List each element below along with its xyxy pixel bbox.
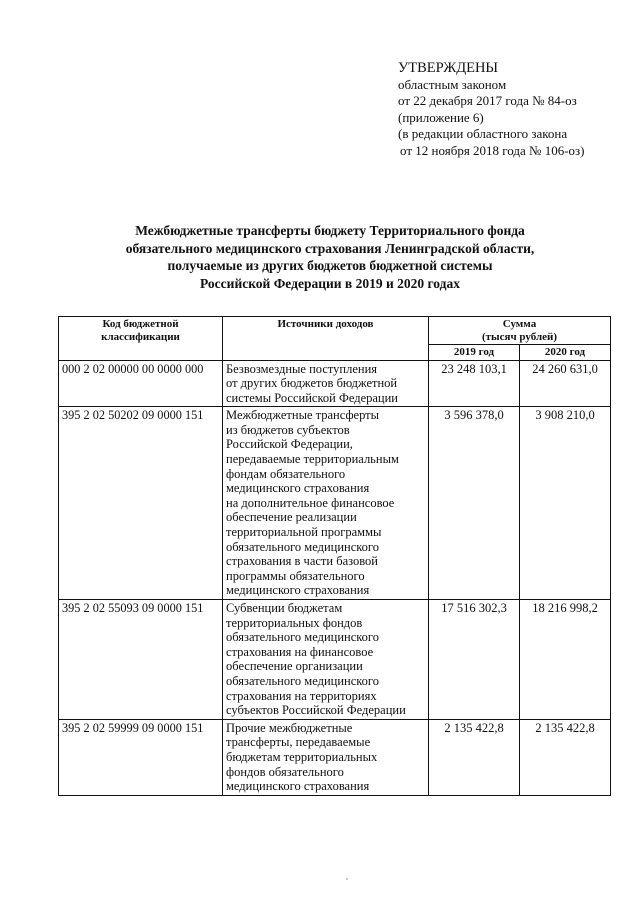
table-row [59, 360, 611, 407]
row-code: 395 2 02 50202 09 0000 151 [59, 407, 223, 600]
source-line: медицинского страхования [226, 779, 370, 794]
approval-line: (в редакции областного закона [398, 126, 568, 141]
source-line: страхования на территориях [226, 688, 377, 703]
header-year-2020: 2020 год [520, 345, 611, 361]
transfers-table [58, 316, 611, 796]
header-code [59, 317, 223, 361]
source-line: из бюджетов субъектов [226, 422, 350, 437]
source-line: страхования в части базовой [226, 554, 378, 569]
source-line: территориальных фондов [226, 615, 363, 630]
row-value-2020: 24 260 631,0 [520, 360, 611, 407]
source-line: Российской Федерации, [226, 437, 353, 452]
row-source [223, 719, 429, 795]
source-line: обязательного медицинского [226, 630, 380, 645]
approval-line: областным законом [398, 76, 507, 92]
approval-line: (приложение 6) [398, 109, 484, 125]
source-line: от других бюджетов бюджетной [226, 376, 398, 391]
row-value-2019: 17 516 302,3 [429, 600, 520, 720]
header-source: Источники доходов [223, 317, 429, 361]
source-line: передаваемые территориальным [226, 452, 399, 467]
row-value-2019: 3 596 378,0 [429, 407, 520, 600]
source-line: территориальной программы [226, 525, 382, 540]
source-line: обеспечение организации [226, 659, 363, 674]
source-line: медицинского страхования [226, 481, 370, 496]
approval-line: от 22 декабря 2017 года № 84-оз [398, 93, 577, 108]
source-line: на дополнительное финансовое [226, 495, 395, 510]
source-line: обязательного медицинского [226, 673, 380, 688]
header-sum [429, 317, 611, 345]
approval-heading: УТВЕРЖДЕНЫ [398, 60, 499, 76]
header-sum-line: (тысяч рублей) [481, 330, 558, 343]
header-year-2019: 2019 год [429, 345, 520, 361]
title-line: получаемые из других бюджетов бюджетной системы [167, 258, 493, 273]
table-header-row [59, 317, 611, 345]
source-line: системы Российской Федерации [226, 390, 398, 405]
table-row [59, 600, 611, 720]
header-code-line: классификации [101, 330, 180, 343]
source-line: фондов обязательного [226, 764, 344, 779]
source-line: Субвенции бюджетам [226, 601, 343, 615]
source-line: фондам обязательного [226, 466, 346, 481]
row-code: 395 2 02 59999 09 0000 151 [59, 719, 223, 795]
row-value-2020: 3 908 210,0 [520, 407, 611, 600]
row-code: 000 2 02 00000 00 0000 000 [59, 360, 223, 407]
row-value-2020: 2 135 422,8 [520, 719, 611, 795]
approval-block [398, 60, 634, 159]
source-line: трансферты, передаваемые [226, 735, 371, 750]
source-line: Безвозмездные поступления [226, 361, 378, 376]
title-line: обязательного медицинского страхования Ленинградской области, [125, 240, 535, 256]
header-sum-line: Сумма [502, 318, 537, 330]
source-line: Межбюджетные трансферты [226, 408, 380, 423]
row-value-2019: 23 248 103,1 [429, 360, 520, 407]
source-line: субъектов Российской Федерации [226, 703, 406, 718]
source-line: программы обязательного [226, 568, 365, 583]
approval-line: от 12 ноября 2018 года № 106-оз) [400, 142, 585, 158]
row-code: 395 2 02 55093 09 0000 151 [59, 600, 223, 720]
row-source [223, 360, 429, 407]
source-line: медицинского страхования [226, 583, 370, 598]
row-source [223, 407, 429, 600]
table-row [59, 407, 611, 600]
source-line: обеспечение реализации [226, 510, 357, 525]
row-value-2020: 18 216 998,2 [520, 600, 611, 720]
header-code-line: Код бюджетной [102, 318, 179, 330]
title-line: Российской Федерации в 2019 и 2020 годах [200, 275, 460, 291]
source-line: Прочие межбюджетные [226, 720, 353, 735]
row-source [223, 600, 429, 720]
row-value-2019: 2 135 422,8 [429, 719, 520, 795]
table-row [59, 719, 611, 795]
source-line: обязательного медицинского [226, 539, 380, 554]
document-title [60, 222, 600, 292]
title-line: Межбюджетные трансферты бюджету Территориального фонда [135, 223, 525, 238]
source-line: бюджетам территориальных [226, 749, 378, 764]
scan-speck [346, 878, 348, 880]
source-line: страхования на финансовое [226, 644, 374, 659]
